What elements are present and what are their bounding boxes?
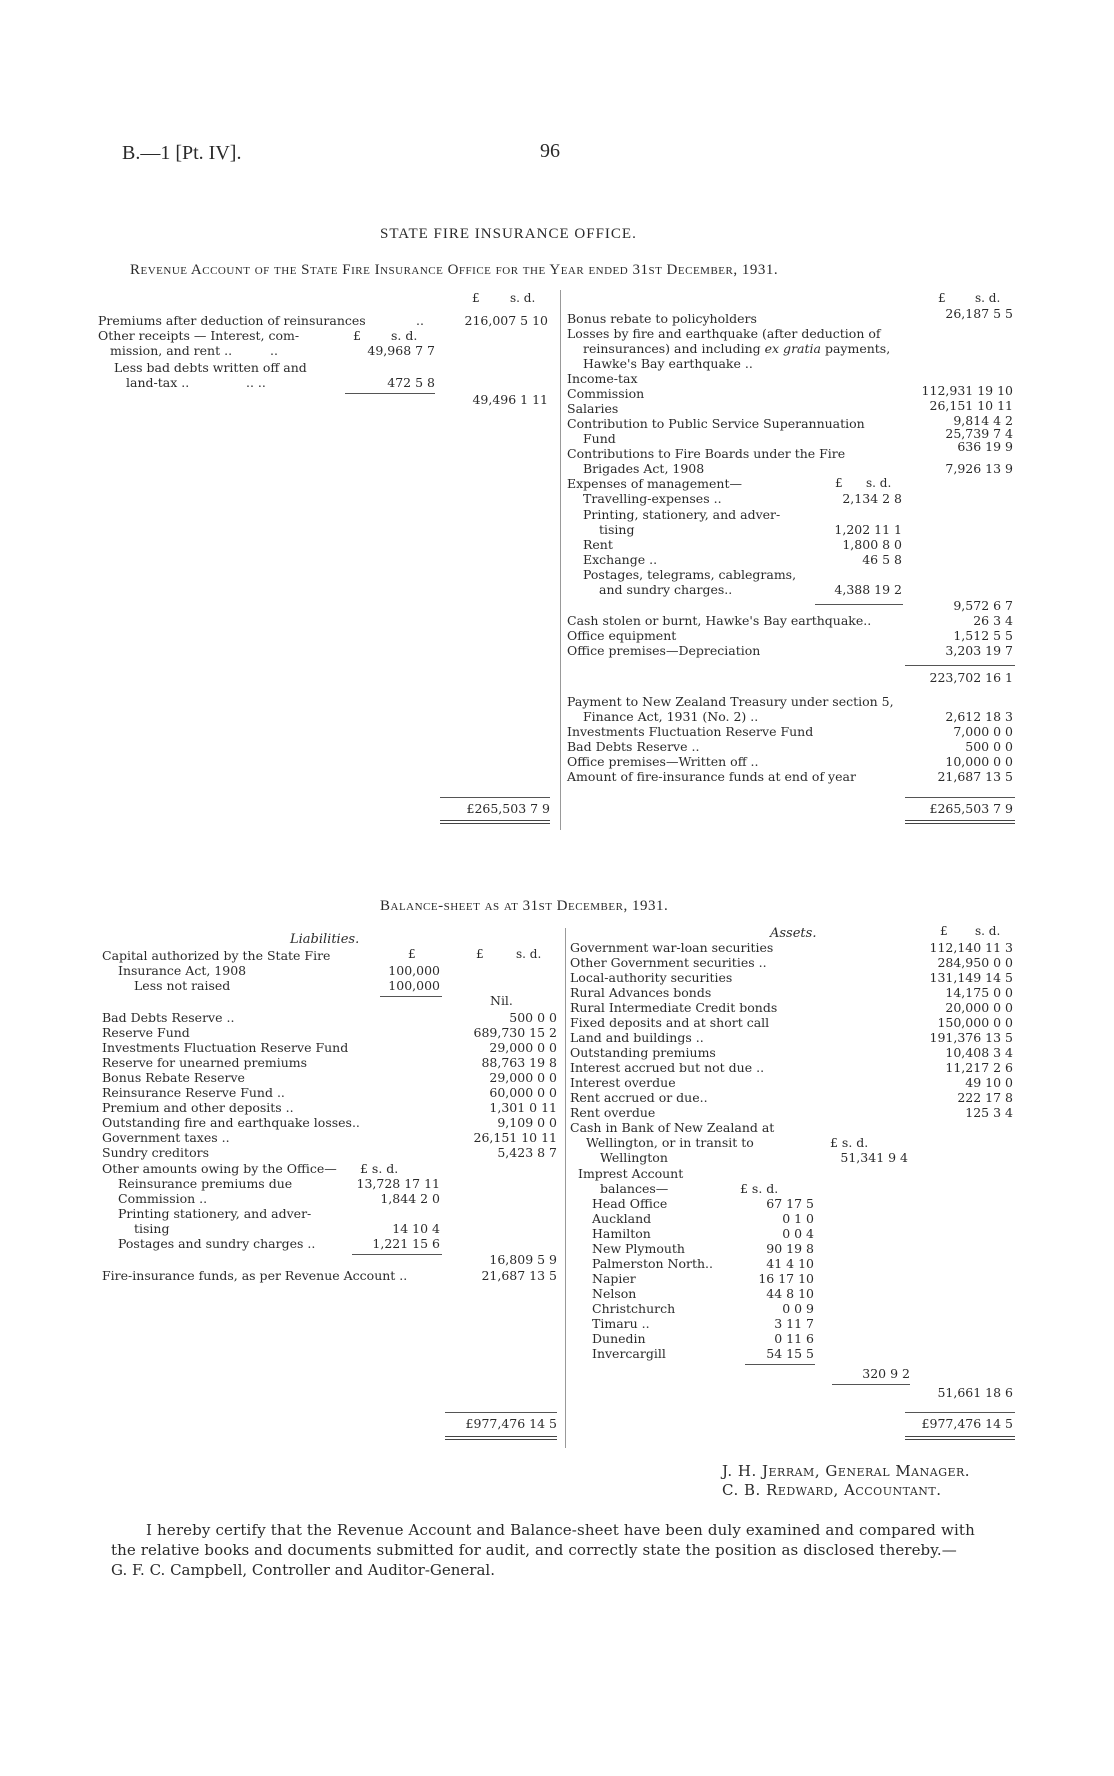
asset-item-label: Rural Advances bonds	[570, 985, 712, 1000]
liab-item-label: Government taxes ..	[102, 1130, 230, 1145]
liab-item-label: Investments Fluctuation Reserve Fund	[102, 1040, 349, 1055]
imprest-item-value: 0 0 4	[782, 1226, 814, 1241]
rev-premiums-row	[98, 313, 548, 328]
rev-commission-label: Commission	[567, 386, 645, 401]
rev-super-l2: Fund	[583, 431, 616, 446]
rev-other-receipts-value: 49,968 7 7	[367, 343, 435, 358]
signature-accountant: C. B. Redward, Accountant.	[722, 1481, 942, 1499]
imprest-item	[592, 1241, 814, 1256]
rev-losses-l2	[583, 341, 890, 356]
liab-item-value: 689,730 15 2	[473, 1025, 557, 1040]
rev-losses-l2i: ex gratia	[764, 341, 821, 356]
liab-funds-value: 21,687 13 5	[481, 1268, 557, 1283]
rev-exp-postage-value: 4,388 19 2	[834, 582, 902, 597]
asset-item-label: Interest overdue	[570, 1075, 676, 1090]
rev-less-rule	[345, 393, 435, 394]
asset-imprest-l1: Imprest Account	[578, 1166, 684, 1181]
liab-item-row	[102, 1025, 557, 1040]
rev-bonus-value: 26,187 5 5	[945, 306, 1013, 321]
liab-item-label: Premium and other deposits ..	[102, 1100, 294, 1115]
imprest-item-label: Invercargill	[592, 1346, 666, 1361]
rev-losses-l2b: payments,	[824, 341, 891, 356]
liab-item-value: 1,301 0 11	[489, 1100, 557, 1115]
liab-capital-nil: Nil.	[490, 993, 513, 1008]
liab-item-label: Outstanding fire and earthquake losses..	[102, 1115, 360, 1130]
liab-other-label: Other amounts owing by the Office—	[102, 1161, 337, 1176]
imprest-item	[592, 1331, 814, 1346]
rev-office-dep-label: Office premises—Depreciation	[567, 643, 761, 658]
rev-payment-l1: Payment to New Zealand Treasury under section 5,	[567, 694, 894, 709]
certificate-line-1: I hereby certify that the Revenue Account and Balance-sheet have been duly examined and compared with	[146, 1521, 975, 1539]
document-title: STATE FIRE INSURANCE OFFICE.	[380, 226, 637, 242]
rev-amount-funds-value: 21,687 13 5	[937, 769, 1013, 784]
rev-subtotal: 223,702 16 1	[929, 670, 1013, 685]
liab-item-row	[102, 1010, 557, 1025]
rev-exp-head-sd: s. d.	[866, 476, 892, 490]
balance-heading: Balance-sheet as at 31st December, 1931.	[380, 898, 669, 914]
assets-col-sd: s. d.	[975, 924, 1001, 938]
asset-item-label: Interest accrued but not due ..	[570, 1060, 765, 1075]
asset-item-label: Rural Intermediate Credit bonds	[570, 1000, 778, 1015]
asset-item-row	[570, 1060, 1013, 1075]
imprest-item	[592, 1346, 814, 1361]
liab-item-value: 9,109 0 0	[497, 1115, 557, 1130]
imprest-item-label: Auckland	[592, 1211, 652, 1226]
liab-col-pound: £	[408, 947, 416, 961]
liab-other-head: £ s. d.	[360, 1161, 399, 1176]
liab-capital-l2: Insurance Act, 1908	[118, 963, 247, 978]
rev-bonus-label: Bonus rebate to policyholders	[567, 311, 757, 326]
liab-other-item-label: Reinsurance premiums due	[118, 1176, 293, 1191]
rev-inner-sd: s. d.	[391, 328, 418, 343]
imprest-item-value: 3 11 7	[774, 1316, 814, 1331]
rev-right-col-sd: s. d.	[975, 291, 1001, 305]
page-number: 96	[540, 140, 560, 162]
liab-other-item-value: 1,221 15 6	[372, 1236, 440, 1251]
asset-item-row	[570, 955, 1013, 970]
assets-total-drule	[905, 1436, 1015, 1440]
imprest-item-value: 41 4 10	[766, 1256, 814, 1271]
imprest-item-value: 0 0 9	[782, 1301, 814, 1316]
imprest-item-value: 54 15 5	[766, 1346, 814, 1361]
liab-other-item-value: 13,728 17 11	[356, 1176, 440, 1191]
imprest-item-value: 44 8 10	[766, 1286, 814, 1301]
rev-invest-label: Investments Fluctuation Reserve Fund	[567, 724, 814, 739]
certificate-line-2: the relative books and documents submitted for audit, and correctly state the position as disclosed thereby.—	[111, 1541, 957, 1559]
asset-cash-value: 51,341 9 4	[840, 1150, 908, 1165]
rev-exp-postage-label: Postages, telegrams, cablegrams,	[583, 567, 797, 582]
imprest-item-label: Nelson	[592, 1286, 637, 1301]
asset-item-label: Rent accrued or due..	[570, 1090, 708, 1105]
assets-total-rule	[905, 1412, 1015, 1413]
rev-right-col-pound: £	[938, 291, 946, 305]
rev-other-receipts-row	[110, 343, 435, 358]
rev-baddebts-label: Bad Debts Reserve ..	[567, 739, 700, 754]
assets-total: £977,476 14 5	[921, 1416, 1013, 1431]
asset-item-label: Outstanding premiums	[570, 1045, 716, 1060]
rev-exp-exchange-label: Exchange ..	[583, 552, 658, 567]
liab-item-row	[102, 1145, 557, 1160]
rev-premiums-dots: ..	[416, 313, 424, 328]
rev-less-bad-row	[126, 375, 435, 390]
rev-fire-l1: Contributions to Fire Boards under the Fire	[567, 446, 846, 461]
asset-item-row	[570, 1000, 1013, 1015]
imprest-item	[592, 1286, 814, 1301]
asset-cash-l1: Cash in Bank of New Zealand at	[570, 1120, 775, 1135]
rev-premiums-value: 216,007 5 10	[464, 313, 548, 328]
asset-item-row	[570, 940, 1013, 955]
liab-other-item	[118, 1236, 440, 1251]
asset-item-value: 284,950 0 0	[937, 955, 1013, 970]
asset-imprest-head: £ s. d.	[740, 1181, 779, 1196]
rev-expenses-label: Expenses of management—	[567, 476, 742, 491]
imprest-total: 320 9 2	[862, 1366, 910, 1381]
liab-item-value: 29,000 0 0	[489, 1040, 557, 1055]
rev-less-bad-l1: Less bad debts written off and	[114, 360, 307, 375]
liab-item-value: 60,000 0 0	[489, 1085, 557, 1100]
asset-item-value: 150,000 0 0	[937, 1015, 1013, 1030]
cash-rule	[832, 1384, 910, 1385]
imprest-item	[592, 1301, 814, 1316]
rev-less-bad-l2: land-tax ..	[126, 375, 190, 390]
imprest-item-value: 16 17 10	[758, 1271, 814, 1286]
liab-capital-v1: 100,000	[388, 963, 440, 978]
liab-item-value: 5,423 8 7	[497, 1145, 557, 1160]
imprest-item	[592, 1316, 814, 1331]
rev-losses-l1: Losses by fire and earthquake (after deduction of	[567, 326, 881, 341]
liab-capital-l1: Capital authorized by the State Fire	[102, 948, 331, 963]
liab-other-item	[134, 1221, 440, 1236]
rev-fire-l2: Brigades Act, 1908	[583, 461, 705, 476]
liab-item-value: 29,000 0 0	[489, 1070, 557, 1085]
imprest-item-label: Palmerston North..	[592, 1256, 713, 1271]
rev-other-receipts-l1: Other receipts — Interest, com-	[98, 328, 300, 343]
asset-item-label: Rent overdue	[570, 1105, 656, 1120]
rev-exp-print-value: 1,202 11 1	[834, 522, 902, 537]
rev-cash-stolen-label: Cash stolen or burnt, Hawke's Bay earthquake..	[567, 613, 872, 628]
imprest-item-value: 67 17 5	[766, 1196, 814, 1211]
rev-left-total-rule	[440, 797, 550, 798]
asset-item-row	[570, 1075, 1013, 1090]
imprest-rule	[745, 1364, 815, 1365]
liab-item-row	[102, 1070, 557, 1085]
rev-invest-value: 7,000 0 0	[953, 724, 1013, 739]
asset-item-value: 49 10 0	[965, 1075, 1013, 1090]
rev-less-bad-dots: .. ..	[246, 375, 266, 390]
rev-commission-value: 9,814 4 2	[953, 413, 1013, 428]
liab-total: £977,476 14 5	[465, 1416, 557, 1431]
rev-exp-rent-value: 1,800 8 0	[842, 537, 902, 552]
asset-item-label: Local-authority securities	[570, 970, 733, 985]
imprest-item-value: 0 11 6	[774, 1331, 814, 1346]
liab-other-item-label: Commission ..	[118, 1191, 208, 1206]
rev-exp-print-label: Printing, stationery, and adver-	[583, 507, 781, 522]
rev-other-receipts-dots: ..	[270, 343, 278, 358]
page-reference: B.—1 [Pt. IV].	[122, 142, 242, 164]
rev-exp-rent-label: Rent	[583, 537, 613, 552]
asset-item-label: Government war-loan securities	[570, 940, 774, 955]
rev-exp-postage-label2: and sundry charges..	[599, 582, 733, 597]
liab-item-row	[102, 1130, 557, 1145]
asset-item-value: 191,376 13 5	[929, 1030, 1013, 1045]
asset-item-label: Fixed deposits and at short call	[570, 1015, 770, 1030]
rev-left-col-pound: £	[472, 291, 480, 305]
liab-item-label: Reserve for unearned premiums	[102, 1055, 308, 1070]
rev-exp-travel-value: 2,134 2 8	[842, 491, 902, 506]
liab-item-label: Bad Debts Reserve ..	[102, 1010, 235, 1025]
liab-other-item-label: tising	[134, 1221, 170, 1236]
imprest-item-label: Dunedin	[592, 1331, 646, 1346]
asset-item-value: 10,408 3 4	[945, 1045, 1013, 1060]
liab-capital-l3: Less not raised	[134, 978, 231, 993]
rev-income-tax-label: Income-tax	[567, 371, 638, 386]
revenue-heading: Revenue Account of the State Fire Insurance Office for the Year ended 31st December, 1931.	[130, 262, 779, 278]
liab-other-item-value: 14 10 4	[392, 1221, 440, 1236]
rev-right-total: £265,503 7 9	[929, 801, 1013, 816]
rev-net-value: 49,496 1 11	[472, 392, 548, 407]
liab-col-sd: s. d.	[516, 947, 542, 961]
rev-right-total-drule	[905, 820, 1015, 824]
liab-total-rule	[445, 1412, 557, 1413]
rev-salaries-value: 25,739 7 4	[945, 426, 1013, 441]
liab-item-value: 500 0 0	[509, 1010, 557, 1025]
liab-item-row	[102, 1055, 557, 1070]
rev-office-dep-value: 3,203 19 7	[945, 643, 1013, 658]
liab-funds-label: Fire-insurance funds, as per Revenue Account ..	[102, 1268, 408, 1283]
liab-col-pound2: £	[476, 947, 484, 961]
asset-item-value: 20,000 0 0	[945, 1000, 1013, 1015]
rev-office-equip-value: 1,512 5 5	[953, 628, 1013, 643]
liab-funds-row	[102, 1268, 557, 1283]
rev-other-receipts-l2: mission, and rent ..	[110, 343, 233, 358]
liab-capital-v2: 100,000	[388, 978, 440, 993]
imprest-item-value: 90 19 8	[766, 1241, 814, 1256]
asset-item-row	[570, 1030, 1013, 1045]
revenue-center-rule	[560, 290, 561, 830]
liabilities-title: Liabilities.	[290, 932, 360, 947]
asset-item-row	[570, 1045, 1013, 1060]
rev-exp-total: 9,572 6 7	[953, 598, 1013, 613]
rev-premiums-label: Premiums after deduction of reinsurances	[98, 313, 366, 328]
liab-other-item-label: Postages and sundry charges ..	[118, 1236, 316, 1251]
asset-item-row	[570, 1105, 1013, 1120]
rev-inner-pound: £	[353, 328, 361, 343]
asset-cash-head: £ s. d.	[830, 1135, 869, 1150]
rev-payment-value: 2,612 18 3	[945, 709, 1013, 724]
liab-other-total: 16,809 5 9	[489, 1252, 557, 1267]
asset-item-value: 112,140 11 3	[929, 940, 1013, 955]
asset-item-value: 11,217 2 6	[945, 1060, 1013, 1075]
asset-cash-l2: Wellington, or in transit to	[586, 1135, 754, 1150]
rev-salaries-label: Salaries	[567, 401, 619, 416]
assets-title: Assets.	[770, 926, 817, 941]
asset-item-row	[570, 985, 1013, 1000]
asset-imprest-l2: balances—	[600, 1181, 669, 1196]
imprest-item-label: Napier	[592, 1271, 636, 1286]
rev-losses-l2a: reinsurances) and including	[583, 341, 761, 356]
liab-item-label: Reinsurance Reserve Fund ..	[102, 1085, 285, 1100]
rev-exp-head-pound: £	[835, 476, 843, 490]
asset-item-row	[570, 1090, 1013, 1105]
rev-subtotal-rule	[905, 665, 1015, 666]
imprest-item	[592, 1211, 814, 1226]
asset-item-value: 131,149 14 5	[929, 970, 1013, 985]
rev-super-l1: Contribution to Public Service Superannuation	[567, 416, 865, 431]
liab-item-label: Reserve Fund	[102, 1025, 190, 1040]
liab-item-row	[102, 1040, 557, 1055]
rev-less-bad-value: 472 5 8	[387, 375, 435, 390]
asset-item-value: 222 17 8	[957, 1090, 1013, 1105]
liab-item-row	[102, 1115, 557, 1130]
asset-cash-total: 51,661 18 6	[937, 1385, 1013, 1400]
signature-general-manager: J. H. Jerram, General Manager.	[722, 1462, 971, 1480]
liab-item-value: 26,151 10 11	[473, 1130, 557, 1145]
asset-item-value: 14,175 0 0	[945, 985, 1013, 1000]
rev-office-written-value: 10,000 0 0	[945, 754, 1013, 769]
liab-item-label: Bonus Rebate Reserve	[102, 1070, 245, 1085]
liab-total-drule	[445, 1436, 557, 1440]
imprest-item	[592, 1226, 814, 1241]
imprest-item-label: Head Office	[592, 1196, 668, 1211]
rev-left-total-drule	[440, 820, 550, 824]
liab-other-item	[118, 1191, 440, 1206]
rev-left-col-sd: s. d.	[510, 291, 536, 305]
rev-left-total: £265,503 7 9	[466, 801, 550, 816]
rev-income-tax-value: 26,151 10 11	[929, 398, 1013, 413]
imprest-item-label: Christchurch	[592, 1301, 676, 1316]
rev-cash-stolen-value: 26 3 4	[973, 613, 1013, 628]
rev-super-value: 636 19 9	[957, 439, 1013, 454]
liab-other-item-l1: Printing stationery, and adver-	[118, 1206, 312, 1221]
liab-item-label: Sundry creditors	[102, 1145, 209, 1160]
imprest-item	[592, 1271, 814, 1286]
assets-col-pound: £	[940, 924, 948, 938]
liab-item-value: 88,763 19 8	[481, 1055, 557, 1070]
asset-cash-l3: Wellington	[600, 1150, 668, 1165]
imprest-item-label: Timaru ..	[592, 1316, 650, 1331]
liab-item-row	[102, 1100, 557, 1115]
asset-item-row	[570, 970, 1013, 985]
rev-baddebts-value: 500 0 0	[965, 739, 1013, 754]
certificate-line-3: G. F. C. Campbell, Controller and Auditor-General.	[111, 1561, 495, 1579]
liab-other-item	[118, 1176, 440, 1191]
liab-other-item-value: 1,844 2 0	[380, 1191, 440, 1206]
liab-item-row	[102, 1085, 557, 1100]
rev-office-equip-label: Office equipment	[567, 628, 677, 643]
imprest-item-value: 0 1 0	[782, 1211, 814, 1226]
asset-item-label: Other Government securities ..	[570, 955, 767, 970]
balance-center-rule	[565, 928, 566, 1448]
rev-losses-value: 112,931 19 10	[921, 383, 1013, 398]
imprest-item	[592, 1256, 814, 1271]
asset-item-label: Land and buildings ..	[570, 1030, 704, 1045]
rev-right-total-rule	[905, 797, 1015, 798]
rev-payment-l2: Finance Act, 1931 (No. 2) ..	[583, 709, 759, 724]
imprest-item-label: Hamilton	[592, 1226, 651, 1241]
rev-exp-travel-label: Travelling-expenses ..	[583, 491, 722, 506]
rev-office-written-label: Office premises—Written off ..	[567, 754, 759, 769]
asset-item-value: 125 3 4	[965, 1105, 1013, 1120]
rev-fire-value: 7,926 13 9	[945, 461, 1013, 476]
rev-exp-print-label2: tising	[599, 522, 635, 537]
rev-amount-funds-label: Amount of fire-insurance funds at end of year	[567, 769, 856, 784]
rev-exp-exchange-value: 46 5 8	[862, 552, 902, 567]
asset-item-row	[570, 1015, 1013, 1030]
imprest-item-label: New Plymouth	[592, 1241, 685, 1256]
imprest-item	[592, 1196, 814, 1211]
liab-capital-rule	[380, 996, 442, 997]
liab-other-rule	[352, 1254, 442, 1255]
rev-losses-l3: Hawke's Bay earthquake ..	[583, 356, 753, 371]
